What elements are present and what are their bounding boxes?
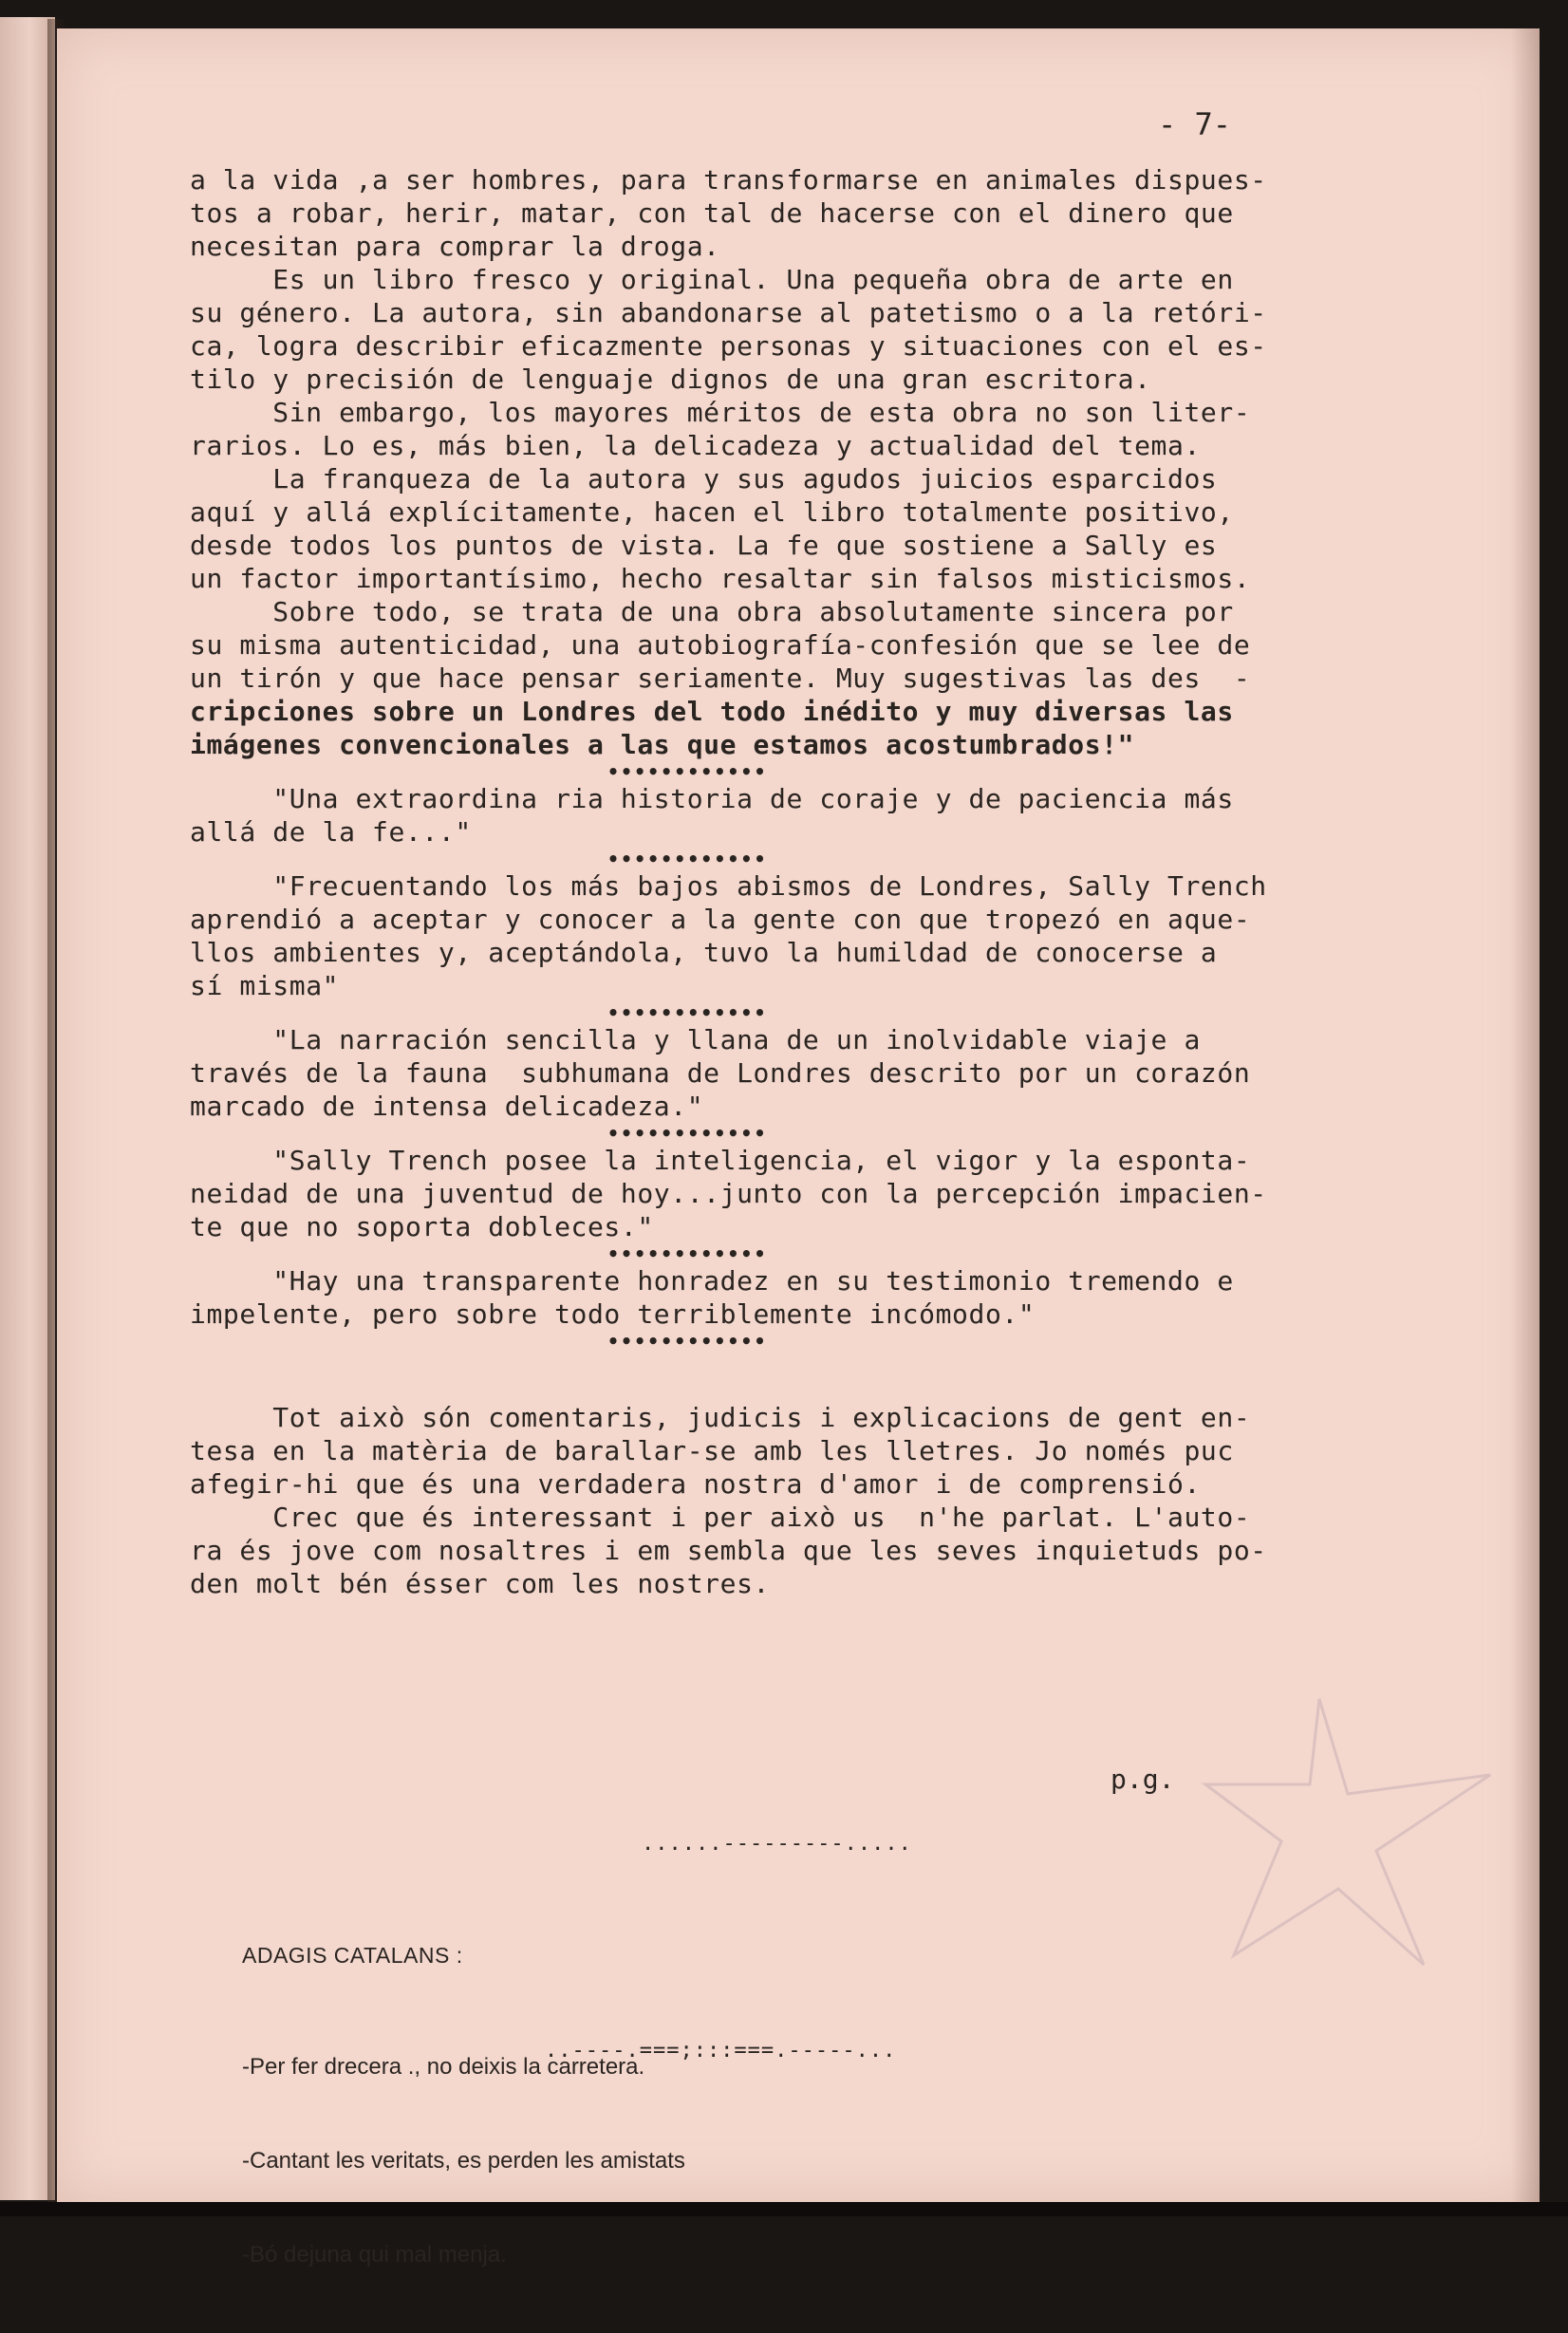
quote-line: "Frecuentando los más bajos abismos de Londres, Sally Trench: [190, 870, 1267, 902]
adagi-line: -Per fer drecera ., no deixis la carretera.: [242, 2054, 645, 2080]
quote-line: través de la fauna subhumana de Londres descrito por un corazón: [190, 1057, 1251, 1089]
closing-line: tesa en la matèria de barallar-se amb les lletres. Jo només puc: [190, 1435, 1234, 1466]
quote-line: impelente, pero sobre todo terriblemente incómodo.": [190, 1298, 1036, 1330]
adagis-section: [242, 1877, 685, 2333]
quote-line: te que no soporta dobleces.": [190, 1211, 654, 1242]
body-line: ca, logra describir eficazmente personas y situaciones con el es-: [190, 330, 1267, 362]
body-line: tilo y precisión de lenguaje dignos de una gran escritora.: [190, 364, 1151, 395]
quote-line: sí misma": [190, 970, 340, 1001]
scan-bottom-edge: [0, 2202, 1568, 2216]
quote-line: "Una extraordina ria historia de coraje y de paciencia más: [190, 783, 1234, 814]
closing-line: afegir-hi que és una verdadera nostra d'amor i de comprensió.: [190, 1468, 1201, 1500]
body-line: rarios. Lo es, más bien, la delicadeza y actualidad del tema.: [190, 430, 1201, 461]
body-line: Sobre todo, se trata de una obra absolutamente sincera por: [190, 596, 1234, 627]
dot-divider: ••••••••••••: [607, 848, 768, 870]
closing-line: den molt bén ésser com les nostres.: [190, 1568, 771, 1599]
article-body: [190, 163, 1267, 1600]
quote-line: aprendió a aceptar y conocer a la gente con que tropezó en aque-: [190, 904, 1251, 935]
body-line: su misma autenticidad, una autobiografía-confesión que se lee de: [190, 629, 1251, 661]
adagis-title: ADAGIS CATALANS :: [242, 1943, 463, 1968]
body-line: desde todos los puntos de vista. La fe que sostiene a Sally es: [190, 530, 1218, 561]
page-edge-shadow: [1511, 28, 1540, 2202]
body-line: Es un libro fresco y original. Una pequeña obra de arte en: [190, 264, 1234, 295]
body-line: su género. La autora, sin abandonarse al patetismo o a la retóri-: [190, 297, 1267, 328]
adagi-line: -Cantant les veritats, es perden les amistats: [242, 2148, 685, 2174]
dot-divider: ••••••••••••: [607, 1001, 768, 1024]
adagi-line: -Bó dejuna qui mal menja.: [242, 2242, 507, 2268]
dot-divider: ••••••••••••: [607, 1122, 768, 1145]
quote-line: neidad de una juventud de hoy...junto con la percepción impacien-: [190, 1178, 1267, 1209]
closing-line: Tot això són comentaris, judicis i explicacions de gent en-: [190, 1402, 1251, 1433]
emphasis-line: cripciones sobre un Londres del todo inédito y muy diversas las: [190, 696, 1234, 727]
section-separator: ......---------.....: [642, 1832, 912, 1856]
body-line: tos a robar, herir, matar, con tal de hacerse con el dinero que: [190, 197, 1234, 229]
closing-line: ra és jove com nosaltres i em sembla que les seves inquietuds po-: [190, 1535, 1267, 1566]
quote-line: marcado de intensa delicadeza.": [190, 1091, 704, 1122]
quote-line: llos ambientes y, aceptándola, tuvo la humildad de conocerse a: [190, 937, 1218, 968]
page-number: - 7-: [1158, 106, 1232, 142]
dot-divider: ••••••••••••: [607, 760, 768, 783]
author-signature: p.g.: [1111, 1764, 1175, 1795]
emphasis-line: imágenes convencionales a las que estamos acostumbrados!": [190, 729, 1135, 760]
quote-line: "Sally Trench posee la inteligencia, el vigor y la esponta-: [190, 1145, 1251, 1176]
dot-divider: ••••••••••••: [607, 1330, 768, 1353]
bleed-through-star-icon: [1205, 1689, 1509, 1974]
body-line: necesitan para comprar la droga.: [190, 231, 720, 262]
body-line: Sin embargo, los mayores méritos de esta obra no son liter-: [190, 397, 1251, 428]
quote-line: "Hay una transparente honradez en su testimonio tremendo e: [190, 1265, 1234, 1297]
body-line: aquí y allá explícitamente, hacen el libro totalmente positivo,: [190, 496, 1234, 528]
closing-line: Crec que és interessant i per això us n'he parlat. L'auto-: [190, 1502, 1251, 1533]
spacer: [190, 1352, 1267, 1401]
body-line: La franqueza de la autora y sus agudos juicios esparcidos: [190, 463, 1218, 495]
closing-separator: ..----.===;:::===.-----...: [545, 2039, 897, 2062]
dot-divider: ••••••••••••: [607, 1242, 768, 1265]
quote-line: "La narración sencilla y llana de un inolvidable viaje a: [190, 1024, 1201, 1055]
body-line: a la vida ,a ser hombres, para transformarse en animales dispues-: [190, 164, 1267, 196]
body-line: un tirón y que hace pensar seriamente. Muy sugestivas las des -: [190, 663, 1251, 694]
quote-line: allá de la fe...": [190, 816, 472, 848]
body-line: un factor importantísimo, hecho resaltar sin falsos misticismos.: [190, 563, 1251, 594]
